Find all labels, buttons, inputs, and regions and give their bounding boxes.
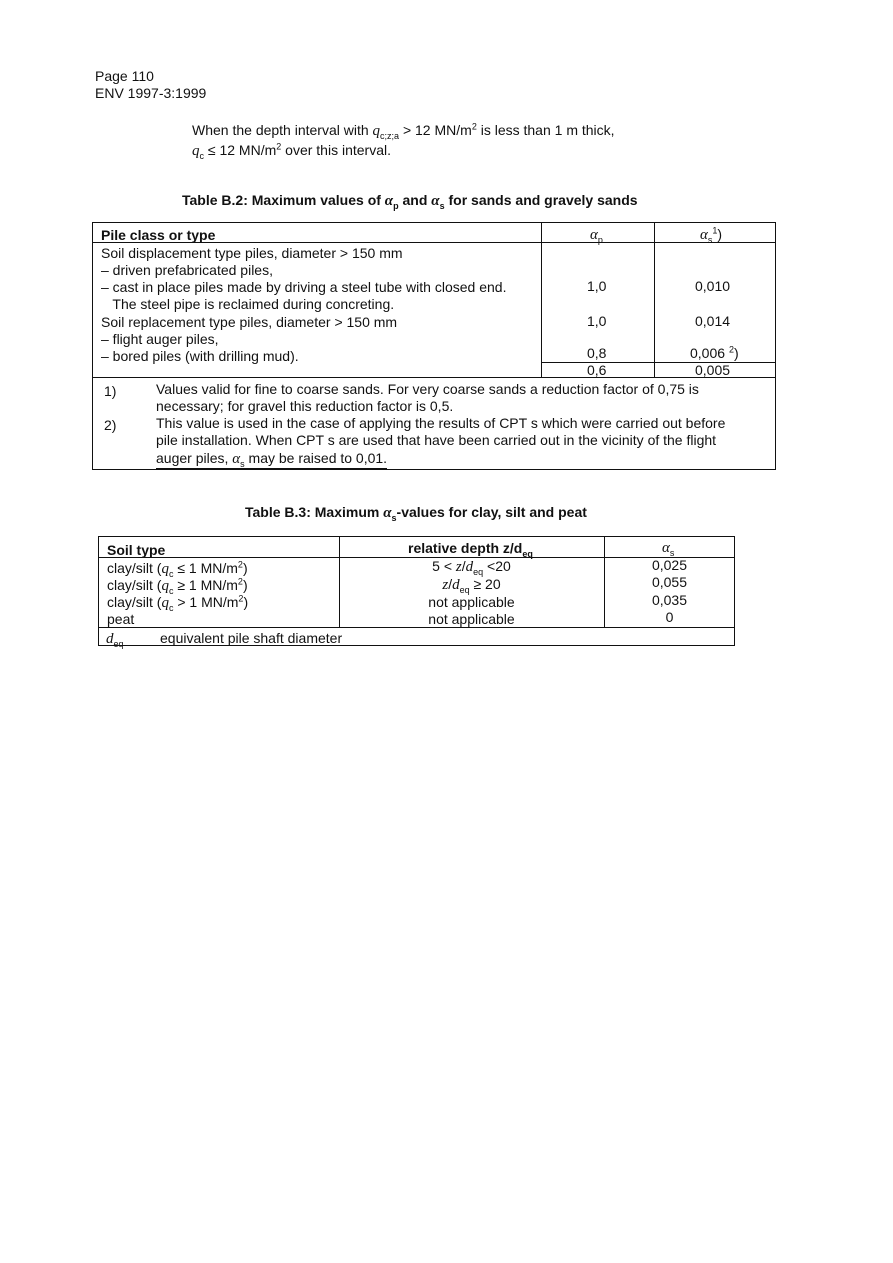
table-b2-note-1-num: 1) — [104, 383, 117, 399]
table-b2-caption: Table B.2: Maximum values of $\alpha_p$ and $\alpha_s$ for sands and gravely sands — [182, 192, 638, 211]
table-b2-ap-2: 1,0 — [587, 313, 607, 329]
table-b2-ap-3: 0,8 — [587, 345, 607, 361]
table-b3-caption: Table B.3: Maximum $\alpha_s$-values for clay, silt and peat — [245, 504, 587, 523]
table-b3-soil-2: clay/silt ($q_c \ge 1$ $MN/m^2$) — [107, 576, 248, 596]
table-b2-row-7: – bored piles (with drilling mud). — [101, 348, 299, 364]
table-b2-col-alpha-s: $\alpha_s^1$) — [700, 225, 723, 245]
table-b3-depth-3: not applicable — [428, 594, 515, 610]
table-b2-note-1-line-2: necessary; for gravel this reduction factor is 0,5. — [156, 398, 454, 414]
table-b3-as-4: 0 — [665, 609, 674, 625]
table-b2-ap-1: 1,0 — [587, 278, 607, 294]
page-header — [95, 68, 206, 102]
table-b2-note-2-num: 2) — [104, 417, 117, 433]
page-number: Page 110 — [95, 68, 154, 84]
table-b2-ap-4: 0,6 — [587, 362, 607, 378]
table-b3-soil-1: clay/silt ($q_c \le 1$ $MN/m^2$) — [107, 559, 248, 579]
table-b2-col-alpha-p: $\alpha_p$ — [590, 227, 603, 245]
table-b2-row-1: Soil displacement type piles, diameter > 150 mm — [101, 245, 403, 261]
table-b3-depth-2: $z/d_{eq} \ge 20$ — [442, 576, 501, 595]
table-b2-row-4: The steel pipe is reclaimed during concreting. — [101, 296, 395, 312]
table-b3-col-soil: Soil type — [107, 542, 166, 558]
table-b2-note-2-line-2: pile installation. When CPT s are used that have been carried out in the vicinity of the flight — [156, 432, 717, 448]
table-b2-as-3: 0,006 $^2$) — [690, 344, 739, 361]
table-b2-row-6: – flight auger piles, — [101, 331, 219, 347]
table-b2-note-2-line-1: This value is used in the case of applying the results of CPT s which were carried out before — [156, 415, 726, 431]
table-b3-col-alpha-s: $\alpha_s$ — [662, 540, 675, 558]
table-b3-as-2: 0,055 — [651, 574, 688, 590]
table-b3-depth-4: not applicable — [428, 611, 515, 627]
table-b3-note-symbol: $d_{eq}$ — [106, 631, 124, 649]
table-b3-as-3: 0,035 — [651, 592, 688, 608]
table-b3-col-depth: relative depth $z/d_{eq}$ — [408, 540, 533, 559]
table-b3-depth-1: $5 < z/d_{eq} <20$ — [432, 558, 511, 577]
table-b2-note-1-line-1: Values valid for fine to coarse sands. For very coarse sands a reduction factor of 0,75 is — [156, 381, 699, 397]
table-b2-row-3: – cast in place piles made by driving a steel tube with closed end. — [101, 279, 507, 295]
table-b3-note-text: equivalent pile shaft diameter — [160, 630, 343, 646]
intro-paragraph — [192, 121, 615, 161]
table-b2-value-rule — [541, 362, 776, 363]
table-b2-as-1: 0,010 — [695, 278, 731, 294]
intro-line-2: $q_c \le 12$ $MN/m^2$ over this interval. — [192, 141, 391, 161]
table-b2-as-4: 0,005 — [695, 362, 731, 378]
table-b2-notes-rule — [92, 377, 776, 378]
table-b2-col-pile: Pile class or type — [101, 227, 216, 243]
standard-code: ENV 1997-3:1999 — [95, 85, 207, 101]
table-b3-soil-3: clay/silt ($q_c > 1$ $MN/m^2$) — [107, 593, 249, 613]
table-b3-as-1: 0,025 — [651, 557, 688, 573]
table-b2-row-2: – driven prefabricated piles, — [101, 262, 273, 278]
intro-line-1: When the depth interval with $q_{c;z;a} > 12$ $MN/m^2$ is less than 1 m thick, — [192, 121, 615, 141]
table-b2-divider-1 — [541, 222, 542, 377]
table-b3-soil-4: peat — [107, 611, 135, 627]
table-b2-divider-2 — [654, 222, 655, 377]
table-b2-as-2: 0,014 — [695, 313, 731, 329]
table-b2-row-5: Soil replacement type piles, diameter > 150 mm — [101, 314, 398, 330]
table-b2-note-2-line-3: auger piles, $\alpha_s$ may be raised to 0,01. — [156, 450, 388, 469]
